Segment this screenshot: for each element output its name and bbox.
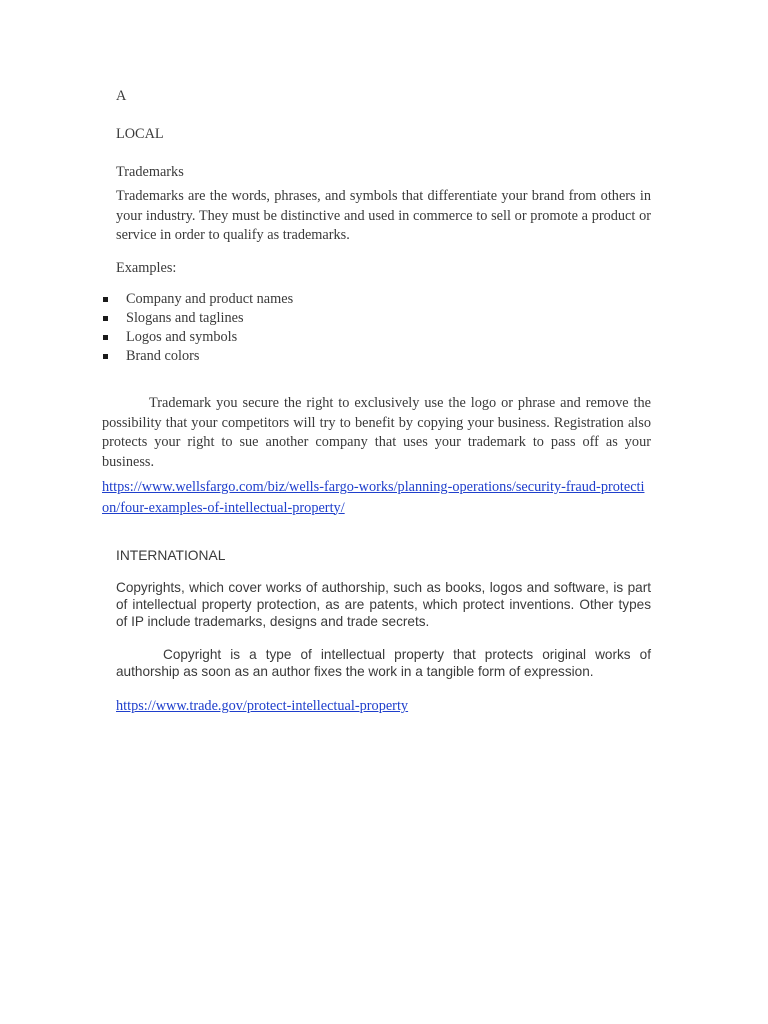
trademark-rights-paragraph: Trademark you secure the right to exclusively use the logo or phrase and remove the possibility that your competitors will try to benefit by copying your business. Registration also protects your right to sue another company that uses your trademark to pass off as your business. (102, 395, 651, 470)
list-item (103, 309, 503, 328)
trademarks-heading: Trademarks (116, 164, 184, 180)
heading-a: A (116, 88, 127, 104)
list-item-label: Brand colors (126, 348, 200, 364)
list-item (103, 328, 503, 347)
examples-list (103, 290, 503, 366)
wellsfargo-link[interactable]: https://www.wellsfargo.com/biz/wells-fargo-works/planning-operations/security-fraud-protection/four-examples-of-intellectual-property/ (102, 479, 645, 516)
list-item (103, 347, 503, 366)
bullet-square-icon (103, 316, 108, 321)
examples-label: Examples: (116, 260, 177, 276)
copyrights-paragraph: Copyrights, which cover works of authorship, such as books, logos and software, is part of intellectual property protection, as are patents, which protect inventions. Other types of IP include trademarks, designs and trade secrets. (116, 580, 651, 629)
bullet-square-icon (103, 335, 108, 340)
copyright-definition-paragraph: Copyright is a type of intellectual property that protects original works of authorship as soon as an author fixes the work in a tangible form of expression. (116, 647, 651, 679)
trademarks-paragraph: Trademarks are the words, phrases, and symbols that differentiate your brand from others in your industry. They must be distinctive and used in commerce to sell or promote a product or service in order to qualify as trademarks. (116, 188, 651, 244)
list-item-label: Company and product names (126, 291, 294, 307)
wellsfargo-link-block (102, 477, 650, 518)
trade-gov-link[interactable]: https://www.trade.gov/protect-intellectual-property (116, 698, 409, 714)
list-item (103, 290, 503, 309)
trade-gov-link-block (116, 696, 408, 716)
list-item-label: Logos and symbols (126, 329, 238, 345)
heading-international: INTERNATIONAL (116, 548, 226, 563)
bullet-square-icon (103, 297, 108, 302)
heading-local: LOCAL (116, 126, 164, 142)
bullet-square-icon (103, 354, 108, 359)
list-item-label: Slogans and taglines (126, 310, 244, 326)
